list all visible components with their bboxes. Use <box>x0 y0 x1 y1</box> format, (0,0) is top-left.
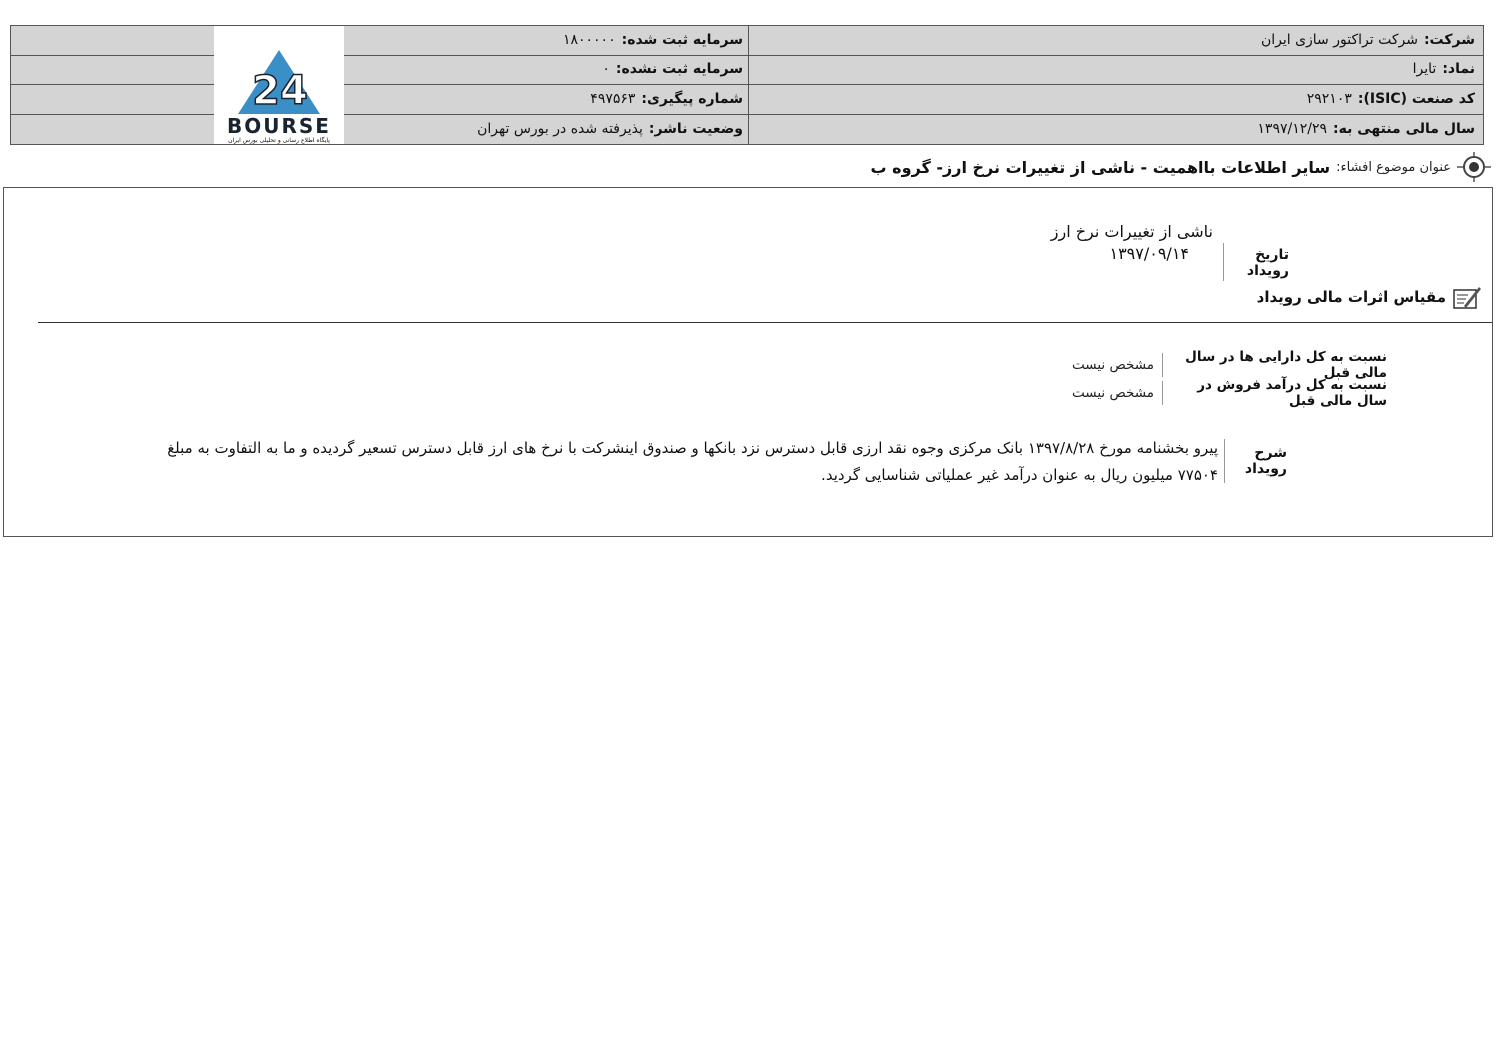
divider <box>1223 243 1224 281</box>
subject-value: سایر اطلاعات بااهمیت - ناشی از تغییرات نرخ ارز- گروه ب <box>870 157 1331 177</box>
symbol-field: نماد:تایرا <box>1412 61 1475 77</box>
event-title: ناشی از تغییرات نرخ ارز <box>1050 222 1213 241</box>
company-field: شرکت:شرکت تراکتور سازی ایران <box>1260 32 1475 48</box>
divider <box>1162 381 1163 405</box>
ratio-sales-value: مشخص نیست <box>1072 385 1154 401</box>
isic-field: کد صنعت (ISIC):۲۹۲۱۰۳ <box>1306 91 1475 107</box>
tracking-number-field: شماره پیگیری:۴۹۷۵۶۳ <box>590 91 743 107</box>
logo-tagline: پایگاه اطلاع رسانی و تحلیلی بورس ایران <box>228 137 330 144</box>
financial-effects-title: مقیاس اثرات مالی رویداد <box>1256 288 1446 306</box>
company-header-table <box>10 25 1484 145</box>
disclosure-body <box>3 187 1493 537</box>
ratio-sales-label: نسبت به کل درآمد فروش در سال مالی قبل <box>1197 377 1387 409</box>
event-description-block <box>133 435 1287 489</box>
divider <box>1162 353 1163 377</box>
disclosure-subject <box>871 152 1491 182</box>
logo-triangle-icon <box>236 48 322 116</box>
header-divider <box>748 26 749 144</box>
bourse24-logo <box>214 26 344 144</box>
event-date-label: تاریخ رویداد <box>1246 247 1289 279</box>
financial-effects-heading <box>1257 284 1482 310</box>
subject-label: عنوان موضوع افشاء: <box>1336 159 1451 175</box>
edit-icon <box>1452 284 1482 310</box>
divider <box>1224 439 1225 483</box>
registered-capital-field: سرمایه ثبت شده:۱۸۰۰۰۰۰ <box>562 32 743 48</box>
section-divider <box>38 322 1492 323</box>
target-icon <box>1457 152 1491 182</box>
ratio-sales-row <box>1072 377 1387 409</box>
event-date: ۱۳۹۷/۰۹/۱۴ <box>1109 244 1189 263</box>
ratio-assets-value: مشخص نیست <box>1072 357 1154 373</box>
event-date-block <box>1051 221 1289 281</box>
description-label: شرح رویداد <box>1244 445 1287 477</box>
publisher-status-field: وضعیت ناشر:پذیرفته شده در بورس تهران <box>477 121 743 137</box>
fiscal-year-field: سال مالی منتهی به:۱۳۹۷/۱۲/۲۹ <box>1257 121 1475 137</box>
svg-text:24: 24 <box>252 68 308 114</box>
ratio-assets-label: نسبت به کل دارایی ها در سال مالی قبل <box>1185 349 1387 381</box>
logo-brand: BOURSE <box>227 114 331 138</box>
unregistered-capital-field: سرمایه ثبت نشده:۰ <box>602 61 743 77</box>
description-text: پیرو بخشنامه مورخ ۱۳۹۷/۸/۲۸ بانک مرکزی وجوه نقد ارزی قابل دسترس نزد بانکها و صندوق اینشرکت با نرخ های ارز قابل دسترس تسعیر گردیده و ما به التفاوت به مبلغ ۷۷۵۰۴ میلیون ریال به عنوان درآمد غیر عملیاتی شناسایی گردید. <box>167 439 1218 484</box>
